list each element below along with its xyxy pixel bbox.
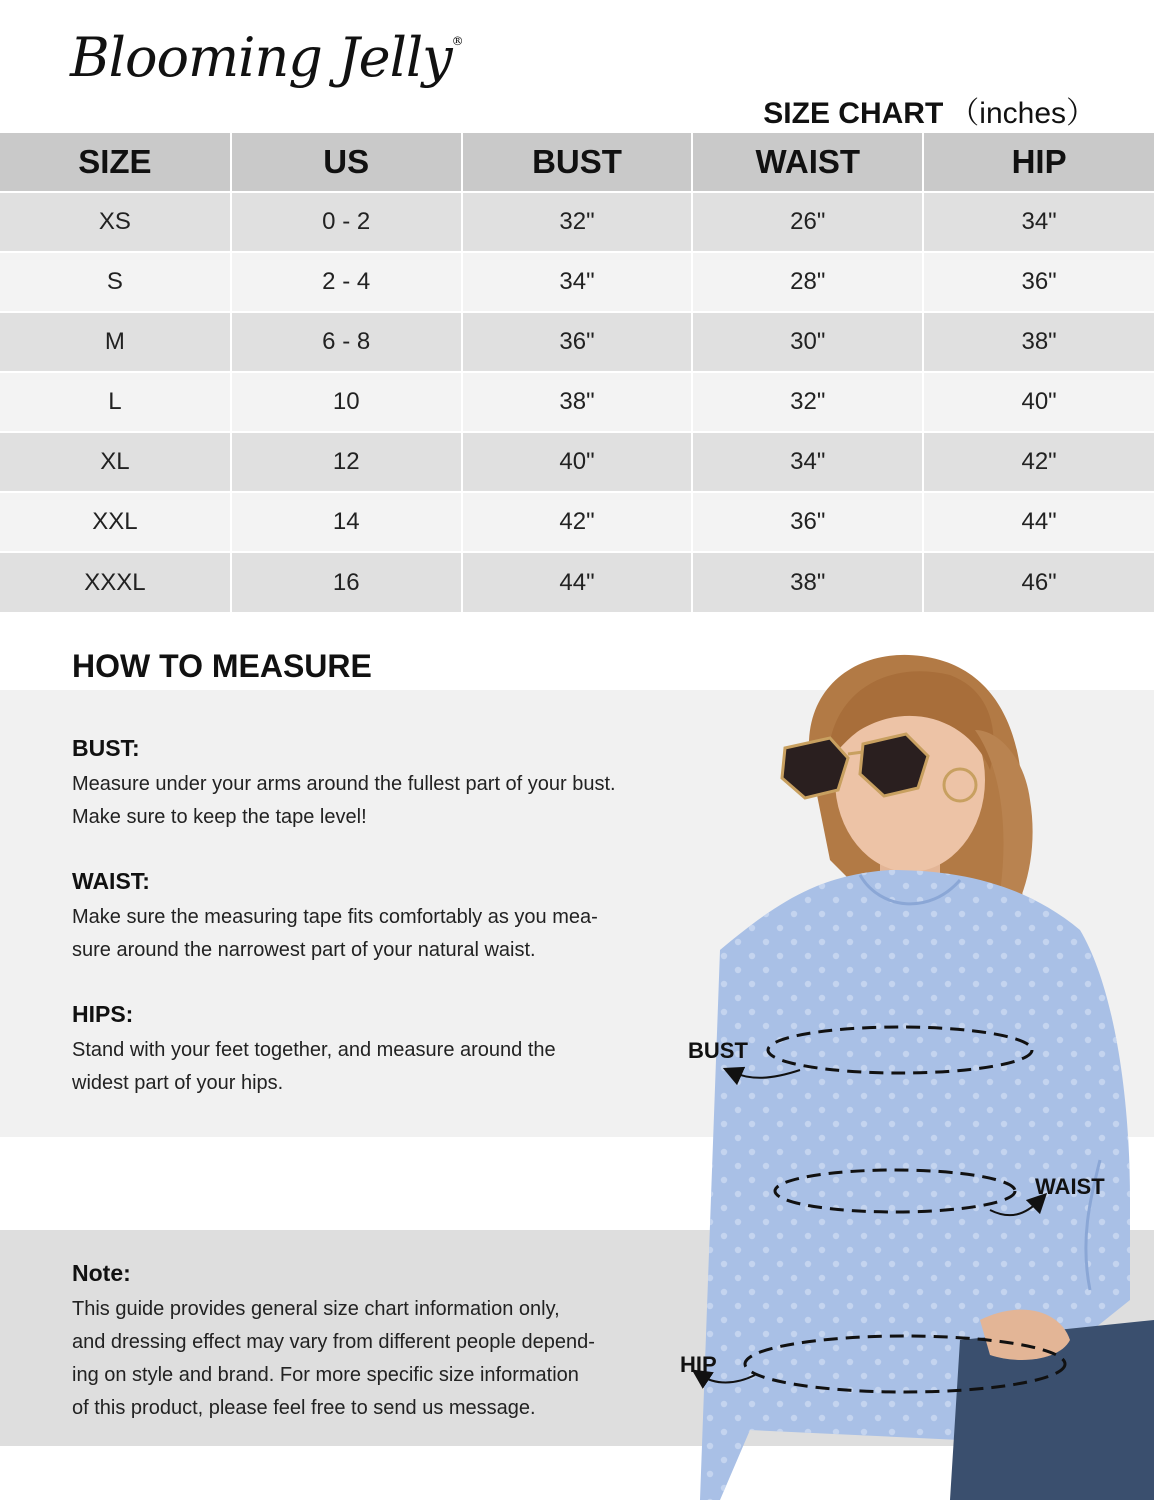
cell-size: L [0, 372, 231, 432]
cell-size: XL [0, 432, 231, 492]
note-line-3: ing on style and brand. For more specific size information [72, 1364, 579, 1386]
table-row [0, 372, 1154, 432]
table-row [0, 492, 1154, 552]
cell-size: S [0, 252, 231, 312]
cell-waist: 28" [692, 252, 923, 312]
model-measurement-illustration [660, 640, 1154, 1500]
cell-size: XS [0, 192, 231, 252]
waist-section [72, 868, 662, 967]
cell-bust: 34" [462, 252, 693, 312]
cell-size: XXXL [0, 552, 231, 612]
waist-figure-label: WAIST [1035, 1174, 1105, 1199]
cell-us: 6 - 8 [231, 312, 462, 372]
registered-mark: ® [451, 34, 463, 48]
header-waist: WAIST [692, 133, 923, 192]
cell-bust: 44" [462, 552, 693, 612]
cell-bust: 42" [462, 492, 693, 552]
waist-heading: WAIST: [72, 868, 150, 894]
table-row [0, 552, 1154, 612]
table-row [0, 432, 1154, 492]
cell-us: 0 - 2 [231, 192, 462, 252]
waist-line-2: sure around the narrowest part of your natural waist. [72, 939, 536, 961]
header-hip: HIP [923, 133, 1154, 192]
table-header-row [0, 133, 1154, 192]
brand-name: Blooming Jelly [70, 26, 452, 89]
cell-hip: 46" [923, 552, 1154, 612]
bust-section [72, 735, 662, 834]
cell-hip: 34" [923, 192, 1154, 252]
cell-bust: 36" [462, 312, 693, 372]
note-line-2: and dressing effect may vary from different people depend- [72, 1331, 595, 1353]
hips-line-2: widest part of your hips. [72, 1072, 284, 1094]
header-bust: BUST [462, 133, 693, 192]
cell-waist: 32" [692, 372, 923, 432]
size-chart-unit: （inches） [949, 97, 1096, 130]
cell-size: XXL [0, 492, 231, 552]
cell-waist: 36" [692, 492, 923, 552]
note-line-1: This guide provides general size chart information only, [72, 1298, 560, 1320]
note-heading: Note: [72, 1260, 131, 1286]
cell-hip: 38" [923, 312, 1154, 372]
cell-bust: 40" [462, 432, 693, 492]
note-line-4: of this product, please feel free to send us message. [72, 1397, 536, 1419]
cell-hip: 40" [923, 372, 1154, 432]
hips-heading: HIPS: [72, 1001, 134, 1027]
bust-line-2: Make sure to keep the tape level! [72, 806, 367, 828]
table-row [0, 312, 1154, 372]
bust-figure-label: BUST [688, 1038, 748, 1063]
brand-logo [70, 26, 463, 106]
cell-us: 14 [231, 492, 462, 552]
cell-hip: 44" [923, 492, 1154, 552]
size-table [0, 133, 1154, 612]
cell-bust: 38" [462, 372, 693, 432]
hips-section [72, 1001, 662, 1100]
table-row [0, 192, 1154, 252]
cell-us: 2 - 4 [231, 252, 462, 312]
how-to-measure-title: HOW TO MEASURE [72, 648, 372, 684]
cell-waist: 34" [692, 432, 923, 492]
header-us: US [231, 133, 462, 192]
bust-heading: BUST: [72, 735, 140, 761]
note-section [72, 1260, 662, 1425]
table-row [0, 252, 1154, 312]
hip-figure-label: HIP [680, 1352, 717, 1377]
cell-us: 16 [231, 552, 462, 612]
bust-line-1: Measure under your arms around the fullest part of your bust. [72, 773, 616, 795]
cell-waist: 26" [692, 192, 923, 252]
hips-line-1: Stand with your feet together, and measure around the [72, 1039, 556, 1061]
header-size: SIZE [0, 133, 231, 192]
cell-waist: 30" [692, 312, 923, 372]
cell-waist: 38" [692, 552, 923, 612]
size-chart-heading: SIZE CHART [763, 97, 944, 130]
cell-hip: 36" [923, 252, 1154, 312]
cell-us: 12 [231, 432, 462, 492]
cell-size: M [0, 312, 231, 372]
cell-hip: 42" [923, 432, 1154, 492]
waist-line-1: Make sure the measuring tape fits comfortably as you mea- [72, 906, 598, 928]
cell-us: 10 [231, 372, 462, 432]
size-chart-title [763, 88, 1096, 132]
cell-bust: 32" [462, 192, 693, 252]
